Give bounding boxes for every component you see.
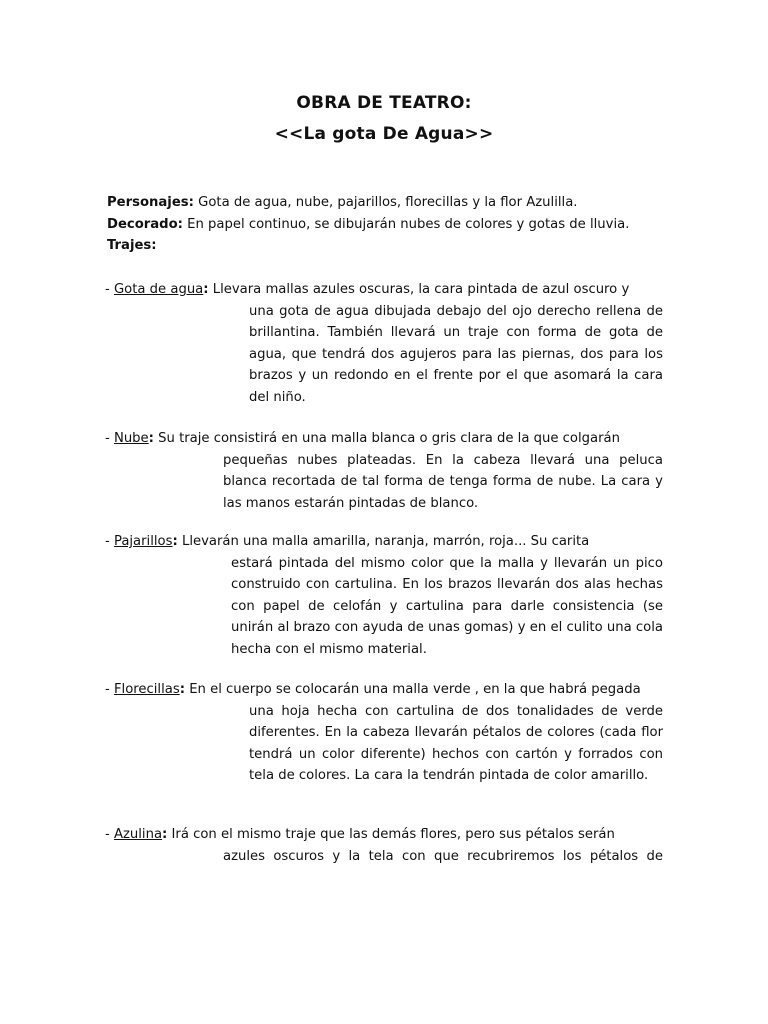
decoration-text: En papel continuo, se dibujarán nubes de colores y gotas de lluvia. [187, 217, 630, 232]
entry-dash: - [105, 682, 114, 697]
entry-first-text: Irá con el mismo traje que las demás flores, pero sus pétalos serán [171, 827, 615, 842]
entry-name: Gota de agua [113, 282, 204, 297]
entry-first-line [105, 428, 663, 450]
costume-entry-azulina [105, 824, 663, 867]
entry-first-line [105, 531, 663, 553]
entry-body: azules oscuros y la tela con que recubriremos los pétalos de [223, 848, 663, 864]
characters-label: Personajes: [107, 195, 194, 210]
entry-first-text: Llevarán una malla amarilla, naranja, marrón, roja... Su carita [181, 534, 590, 549]
characters-line [107, 195, 577, 210]
document-subtitle: <<La gota De Agua>> [274, 124, 494, 144]
entry-dash: - [105, 534, 114, 549]
costumes-line [107, 238, 157, 253]
entry-colon: : [148, 431, 154, 446]
entry-body: una gota de agua dibujada debajo del ojo derecho rellena de brillantina. También llevará un traje con forma de gota de agua, que tendrá dos agujeros para las piernas, dos para los brazos y un redondo en el frente por el que asomará la cara del niño. [249, 303, 663, 405]
costume-entry-pajarillos [105, 531, 663, 660]
entry-dash: - [105, 827, 114, 842]
entry-name: Azulina [113, 827, 163, 842]
entry-name: Pajarillos [113, 534, 173, 549]
entry-first-text: En el cuerpo se colocarán una malla verde , en la que habrá pegada [189, 682, 641, 697]
entry-first-line [105, 679, 663, 701]
entry-first-line [105, 824, 663, 846]
entry-colon: : [179, 682, 185, 697]
characters-text: Gota de agua, nube, pajarillos, florecillas y la flor Azulilla. [198, 195, 578, 210]
entry-colon: : [172, 534, 178, 549]
entry-first-line [105, 279, 663, 301]
entry-body: pequeñas nubes plateadas. En la cabeza llevará una peluca blanca recortada de tal forma de tenga forma de nube. La cara y las manos estarán pintadas de blanco. [223, 452, 663, 511]
entry-dash: - [105, 431, 114, 446]
costume-entry-florecillas [105, 679, 663, 787]
entry-name: Nube [113, 431, 149, 446]
entry-colon: : [162, 827, 168, 842]
entry-body: estará pintada del mismo color que la malla y llevarán un pico construido con cartulina. En los brazos llevarán dos alas hechas con papel de celofán y cartulina para darle consistencia (se unirán al brazo con ayuda de unas gomas) y en el culito una cola hecha con el mismo material. [231, 555, 663, 657]
decoration-line [107, 217, 629, 232]
entry-first-text: Su traje consistirá en una malla blanca o gris clara de la que colgarán [158, 431, 620, 446]
entry-first-text: Llevara mallas azules oscuras, la cara pintada de azul oscuro y [212, 282, 630, 297]
entry-colon: : [203, 282, 209, 297]
costume-entry-gota [105, 279, 663, 408]
document-title: OBRA DE TEATRO: [296, 93, 472, 113]
costume-entry-nube [105, 428, 663, 514]
entry-body: una hoja hecha con cartulina de dos tonalidades de verde diferentes. En la cabeza llevarán pétalos de colores (cada flor tendrá un color diferente) hechos con cartón y forrados con tela de colores. La cara la tendrán pintada de color amarillo. [249, 703, 663, 783]
entry-name: Florecillas [113, 682, 180, 697]
entry-dash: - [105, 282, 114, 297]
costumes-label: Trajes: [107, 238, 157, 253]
decoration-label: Decorado: [107, 217, 183, 232]
